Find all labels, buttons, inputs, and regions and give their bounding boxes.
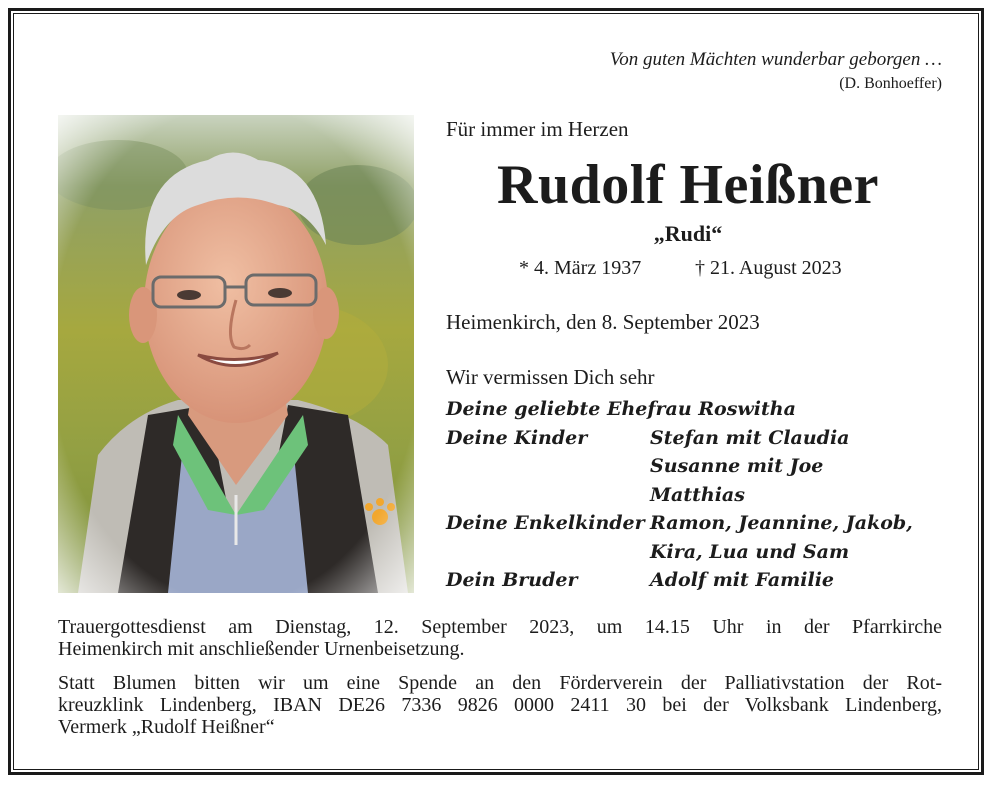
birth-date: * 4. März 1937 [519, 257, 642, 279]
family-relation: Deine geliebte Ehefrau Roswitha [446, 398, 796, 420]
family-row [446, 509, 913, 538]
family-row [446, 538, 913, 567]
tagline: Für immer im Herzen [446, 117, 629, 141]
family-relation [446, 481, 650, 510]
nickname: „Rudi“ [653, 221, 723, 246]
family-row [446, 481, 913, 510]
portrait-photo [58, 115, 414, 593]
family-row [446, 452, 913, 481]
family-relation: Deine Kinder [446, 426, 588, 449]
service-notice [58, 616, 942, 660]
family-row [446, 395, 913, 424]
family-relation [446, 452, 650, 481]
donation-line: Statt Blumen bitten wir um eine Spende an den Förderverein der Palliativstation der Rot- [58, 672, 942, 694]
family-names: Ramon, Jeannine, Jakob, [650, 512, 913, 534]
family-names: Matthias [650, 483, 745, 506]
deceased-name: Rudolf Heißner [497, 154, 879, 216]
family-list [446, 395, 913, 595]
donation-line: kreuzklink Lindenberg, IBAN DE26 7336 9826 0000 2411 30 bei der Volksbank Lindenberg, [58, 694, 942, 716]
service-line: Heimenkirch mit anschließender Urnenbeisetzung. [58, 638, 465, 660]
donation-line: Vermerk „Rudolf Heißner“ [58, 716, 275, 738]
family-names: Adolf mit Familie [650, 569, 835, 591]
family-relation [446, 538, 650, 567]
family-names: Kira, Lua und Sam [650, 540, 850, 563]
bonhoeffer-quote: Von guten Mächten wunderbar geborgen … [609, 49, 942, 70]
family-names: Stefan mit Claudia [650, 426, 850, 449]
family-row [446, 424, 913, 453]
family-row [446, 566, 913, 595]
donation-notice [58, 672, 942, 738]
miss-text: Wir vermissen Dich sehr [446, 365, 655, 389]
family-relation: Deine Enkelkinder [446, 512, 645, 534]
service-line: Trauergottesdienst am Dienstag, 12. September 2023, um 14.15 Uhr in der Pfarrkirche [58, 616, 942, 638]
family-names: Susanne mit Joe [650, 455, 824, 477]
death-date: † 21. August 2023 [695, 257, 842, 279]
place-date: Heimenkirch, den 8. September 2023 [446, 310, 760, 334]
family-relation: Dein Bruder [446, 569, 578, 591]
quote-source: (D. Bonhoeffer) [839, 75, 942, 92]
